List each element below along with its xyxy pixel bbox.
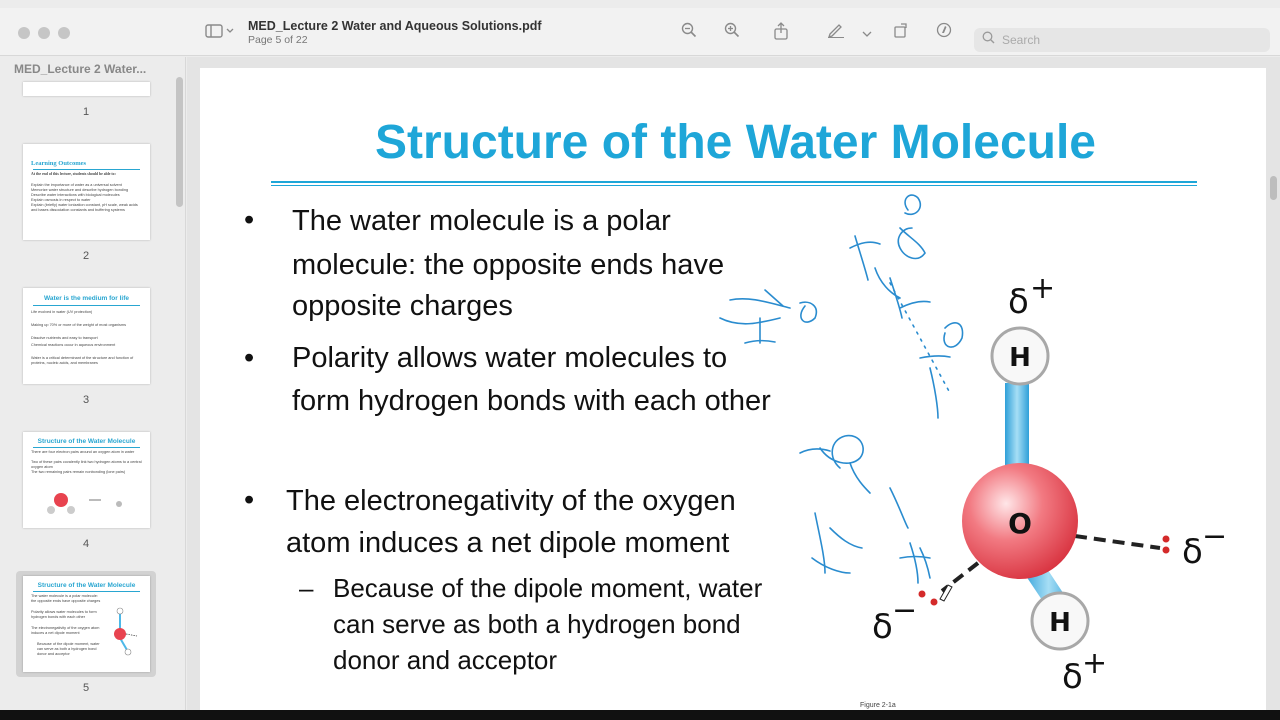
toolbar [0,8,1280,56]
sub-bullet-text: Because of the dipole moment, water [333,573,763,603]
page-thumbnail-4[interactable] [23,432,150,528]
thumbnail-text: There are four electron pairs around an oxygen atom in water [31,450,135,454]
thumbnail-text: Life evolved in water (UV protection) [31,310,93,314]
thumbnail-sidebar [0,57,186,720]
thumbnail-text: Dissolve nutrients and easy to transport [31,336,98,340]
thumbnail-rule [33,305,140,306]
zoom-out-icon[interactable] [678,22,700,44]
thumbnail-text: Two of these pairs covalently link two hydrogen atoms to a central oxygen atom [31,460,142,469]
delta-label-bottom: δ [1062,657,1083,697]
page-number-3: 3 [82,394,90,406]
page-thumbnail-5[interactable] [23,576,150,672]
thumbnail-text: Describe water interactions with biological molecules [31,193,120,197]
thumbnail-text: Explain (briefly) water ionization constant, pH scale, weak acids and bases dissociation constants and buffering systems [31,203,138,212]
chevron-down-icon[interactable] [857,22,877,44]
page-indicator: Page 5 of 22 [248,34,308,46]
minus-sign-left: − [892,593,918,628]
bullet-text: form hydrogen bonds with each other [292,385,771,417]
bullet-marker: • [244,342,255,374]
hydrogen-label-top: H [1009,343,1031,373]
bullet-marker: • [244,204,255,236]
page-number-5: 5 [82,682,90,694]
lone-pair-dot [919,591,926,598]
thumbnail-text: Because of the dipole moment, water can serve as both a hydrogen bond donor and acceptor [37,642,100,656]
share-icon[interactable] [770,22,792,44]
markup-pen-icon[interactable] [825,22,847,44]
page-thumbnail-1[interactable] [23,82,150,96]
thumbnail-title: Learning Outcomes [31,160,87,167]
bullet-text: atom induces a net dipole moment [286,527,730,559]
thumbnail-text: Making up 70% or more of the weight of most organisms [31,323,126,327]
delta-label-left: δ [872,607,893,647]
page-number-4: 4 [82,538,90,550]
thumbnail-text: The water molecule is a polar molecule: the opposite ends have opposite charges [31,594,101,603]
sidebar-toggle-icon[interactable] [203,22,237,44]
thumbnail-text: Water is a critical determinant of the structure and function of proteins, nucleic acids, and membranes [31,356,134,365]
hydrogen-label-bottom: H [1049,608,1071,638]
oxygen-label: O [1008,507,1032,540]
page-thumbnail-2[interactable] [23,144,150,240]
close-window-button[interactable] [18,27,30,39]
thumbnail-molecule-icon [37,486,137,520]
page-title: Structure of the Water Molecule [375,116,1096,169]
thumbnail-title: Structure of the Water Molecule [37,582,136,589]
bullet-text: The water molecule is a polar [292,205,671,237]
page-number-1: 1 [82,106,90,118]
thumbnail-text: Memorize water structure and describe hydrogen bonding [31,188,129,192]
bullet-text: opposite charges [292,290,513,322]
sub-bullet-text: donor and acceptor [333,645,558,675]
search-placeholder: Search [1002,33,1041,47]
thumbnail-molecule-icon [105,604,149,664]
lone-pair-dot [1163,547,1170,554]
sidebar-scrollbar[interactable] [176,77,183,207]
plus-sign-top: + [1030,271,1056,306]
rotate-icon[interactable] [890,22,912,44]
bullet-text: Polarity allows water molecules to [292,342,728,374]
sub-bullet-text: can serve as both a hydrogen bond [333,609,741,639]
minimize-window-button[interactable] [38,27,50,39]
page-number-2: 2 [82,250,90,262]
delta-label-right: δ [1182,532,1203,572]
figure-caption: Figure 2-1a [860,702,896,709]
thumbnail-title: Water is the medium for life [44,295,129,302]
thumbnail-text: Explain the importance of water as a universal solvent [31,183,122,187]
delta-label-top: δ [1008,282,1029,322]
thumbnail-text: Explain osmosis in respect to water [31,198,91,202]
thumbnail-text: At the end of this lecture, students should be able to: [31,172,116,176]
thumbnail-title: Structure of the Water Molecule [37,438,136,445]
bottom-edge [0,710,1280,720]
minus-sign-right: − [1202,519,1228,554]
thumbnail-rule [33,169,140,170]
water-molecule-diagram [200,68,1266,720]
lone-pair-dot [931,599,938,606]
sidebar-title: MED_Lecture 2 Water... [14,62,147,76]
zoom-in-icon[interactable] [721,22,743,44]
search-field[interactable] [974,28,1270,52]
thumbnail-rule [33,447,140,448]
bullet-marker: • [244,484,255,516]
bullet-text: The electronegativity of the oxygen [286,485,736,517]
sub-bullet-dash: – [299,573,314,603]
highlight-icon[interactable] [933,22,955,44]
slide-page [200,68,1266,720]
bullet-text: molecule: the opposite ends have [292,249,725,281]
thumbnail-text: Polarity allows water molecules to form hydrogen bonds with each other [31,610,97,619]
lone-pair-dot [1163,536,1170,543]
document-title: MED_Lecture 2 Water and Aqueous Solutions.pdf [248,19,542,33]
hydrogen-bond-right [1075,536,1160,548]
thumbnail-text: The electronegativity of the oxygen atom induces a net dipole moment [31,626,100,635]
zoom-window-button[interactable] [58,27,70,39]
thumbnail-text: Chemical reactions occur in aqueous environment [31,343,116,347]
search-icon [982,31,995,47]
thumbnail-rule [33,591,140,592]
document-scrollbar[interactable] [1270,176,1277,200]
page-thumbnail-3[interactable] [23,288,150,384]
thumbnail-text: The two remaining pairs remain nonbonding (lone pairs) [31,470,126,474]
plus-sign-bottom: + [1082,646,1108,681]
